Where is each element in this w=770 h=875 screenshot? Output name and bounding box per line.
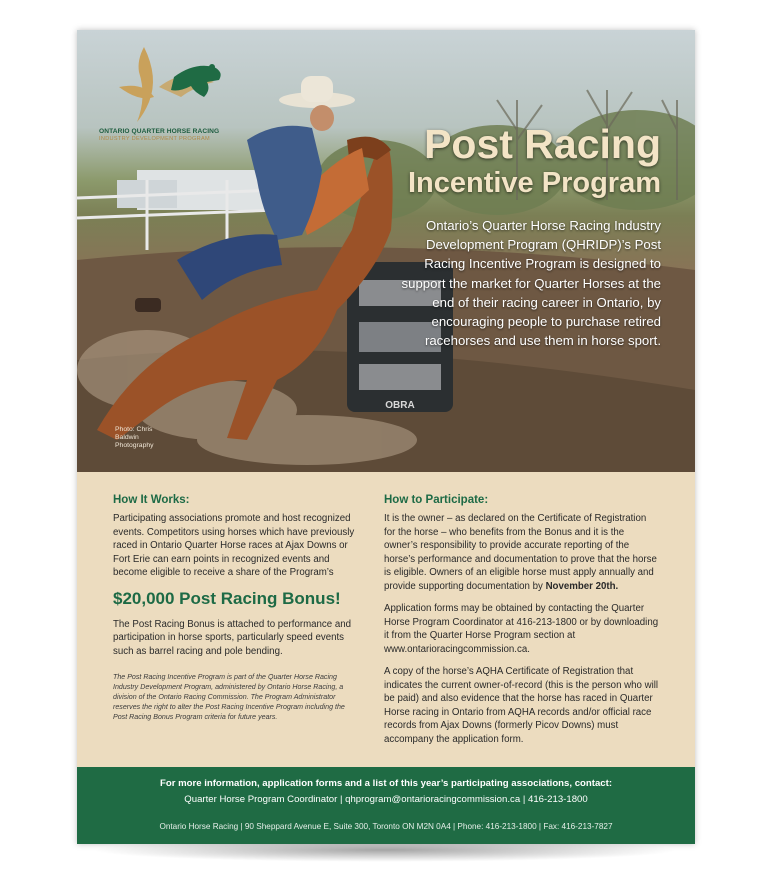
bonus-amount: $20,000 Post Racing Bonus!	[113, 588, 341, 608]
eligibility-body: It is the owner – as declared on the Certificate of Registration for the horse – who benefits from the Bonus and it is the owner’s responsibility to provide accurate reporting of the horse’s performance and documentation to prove that the horse is eligible. Owners of an eligible horse must apply annually and provide supporting documentation by	[384, 513, 657, 592]
eligibility-text	[384, 512, 659, 593]
fine-print: The Post Racing Incentive Program is part of the Quarter Horse Racing Industry Development Program, administered by Ontario Horse Racing, a division of the Ontario Racing Commission. The Program Administrator reserves the right to alter the Post Racing Incentive Program including the Post Racing Bonus Program criteria for future years.	[113, 673, 345, 721]
oqhr-logo-icon	[99, 42, 249, 127]
title-line-2: Incentive Program	[407, 167, 661, 199]
how-to-participate-section	[384, 494, 659, 755]
how-it-works-heading: How It Works:	[113, 494, 190, 506]
intro-text: Ontario’s Quarter Horse Racing Industry Development Program (QHRIDP)’s Post Racing Incentive Program is designed to support the market for Quarter Horses at the end of their racing career in Ontario, by encouraging people to purchase retired racehorses and use them in horse sport.	[401, 218, 661, 349]
application-forms-text: Application forms may be obtained by contacting the Quarter Horse Program Coordinator at 416-213-1800 or by downloading it from the Quarter Horse Program section at www.ontarioracingcommission.ca.	[384, 603, 659, 655]
barrel-label: OBRA	[385, 400, 415, 411]
footer-address: Ontario Horse Racing | 90 Sheppard Avenue E, Suite 300, Toronto ON M2N 0A4 | Phone: 416-213-1800 | Fax: 416-213-7827	[159, 822, 613, 831]
footer-contact: Quarter Horse Program Coordinator | qhprogram@ontarioracingcommission.ca | 416-213-1800	[184, 794, 588, 805]
contact-footer	[77, 767, 695, 844]
footer-heading: For more information, application forms and a list of this year’s participating associations, contact:	[159, 778, 613, 789]
hero-photo	[77, 30, 695, 472]
how-to-participate-heading: How to Participate:	[384, 494, 489, 506]
logo-subtitle: INDUSTRY DEVELOPMENT PROGRAM	[99, 136, 210, 142]
bonus-description: The Post Racing Bonus is attached to performance and participation in horse sports, particularly speed events such as barrel racing and pole bending.	[113, 618, 352, 657]
documentation-text: A copy of the horse’s AQHA Certificate of Registration that indicates the current owner-of-record (this is the person who will be paid) and also evidence that the horse has raced in Quarter Horse racing in Ontario from AQHA records and/or official race records from Ajax Downs (formerly Picov Downs) must accompany the application form.	[384, 666, 659, 745]
how-it-works-section	[113, 494, 357, 722]
title-line-1: Post Racing	[424, 121, 661, 167]
page-title	[407, 121, 661, 199]
logo-name: ONTARIO QUARTER HORSE RACING	[99, 128, 220, 135]
how-it-works-text: Participating associations promote and host recognized events. Competitors using horses which have previously raced in Ontario Quarter Horse races at Ajax Downs or Fort Erie can earn points in recognized events and become eligible to receive a share of the Program’s	[113, 513, 355, 578]
flyer-page	[77, 30, 695, 844]
photo-credit: Photo: Chris Baldwin Photography	[115, 426, 154, 449]
deadline-date: November 20th.	[545, 580, 619, 592]
